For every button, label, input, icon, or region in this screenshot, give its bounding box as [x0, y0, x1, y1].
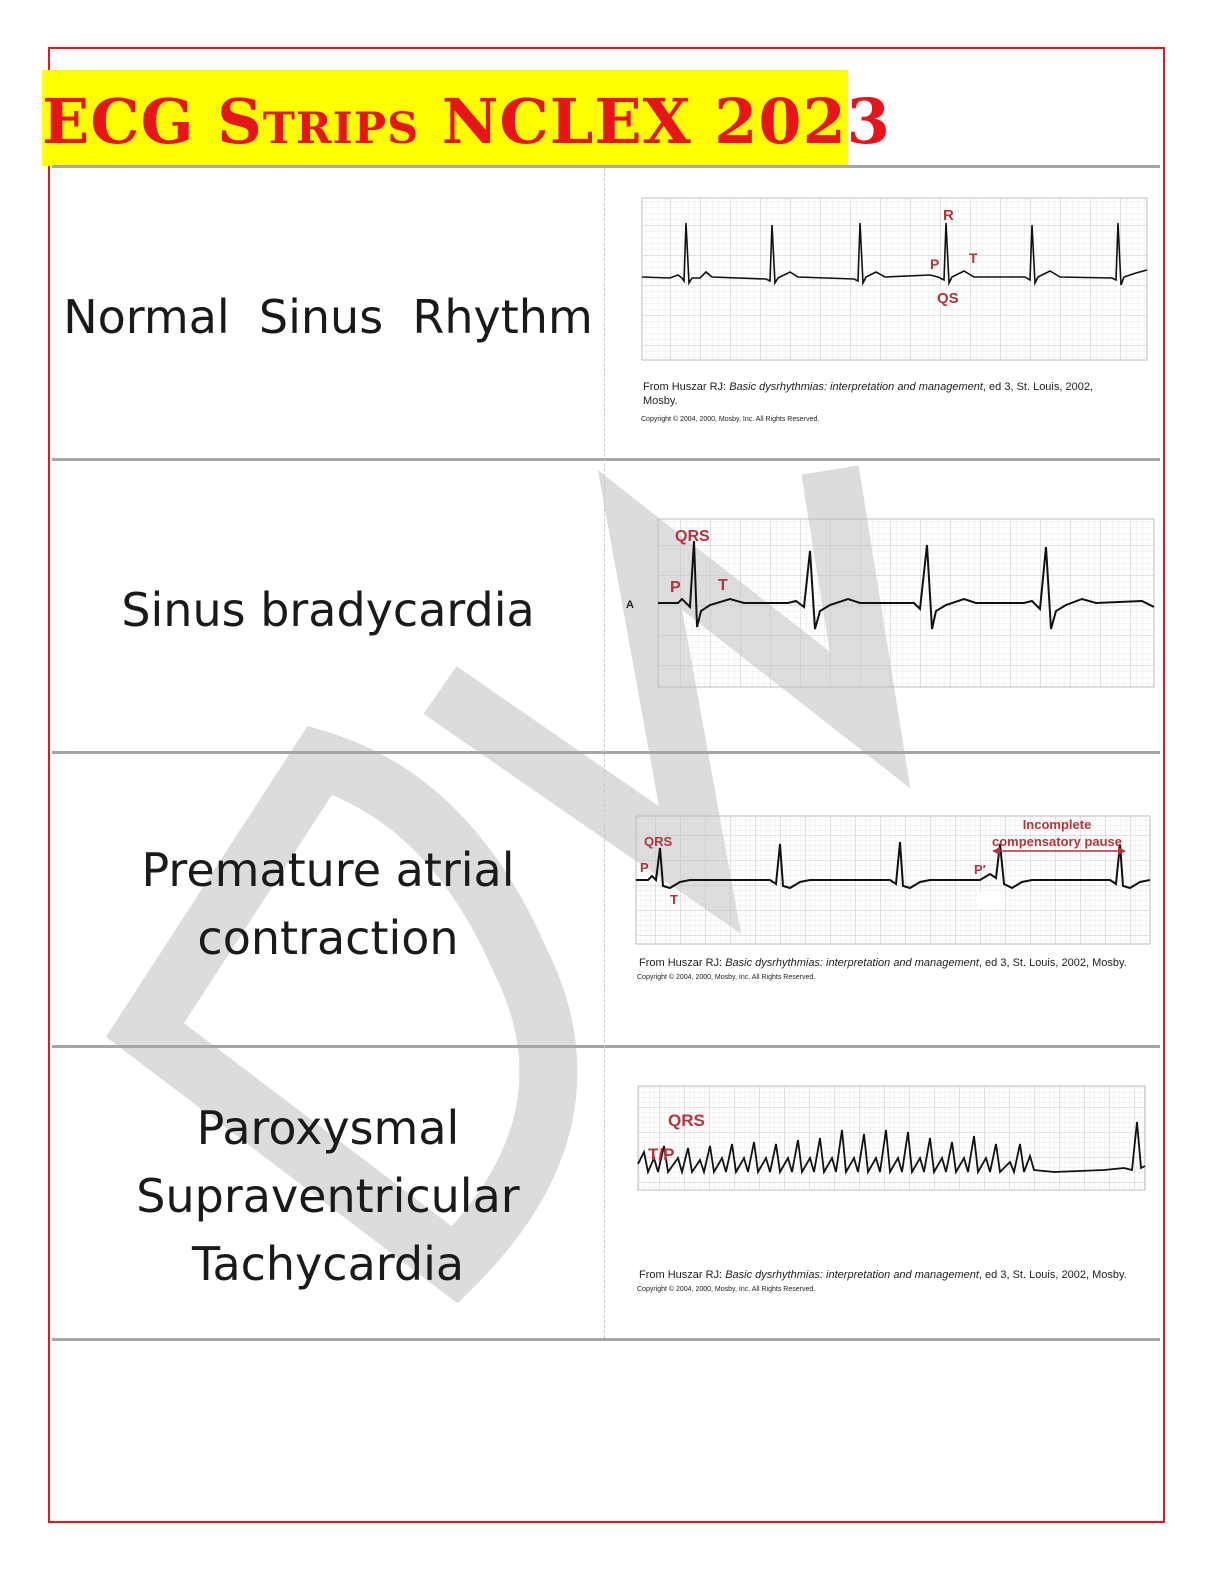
citation-row4: From Huszar RJ: Basic dysrhythmias: interpretation and management, ed 3, St. Louis, 2002, Mosby. [639, 1269, 1127, 1281]
annotation-p: P [640, 860, 649, 875]
annotation-incomplete: Incomplete [1022, 817, 1092, 832]
annotation-t-p: T/P [648, 1145, 675, 1164]
annotation-qrs: QRS [644, 834, 673, 849]
ecg-grid [642, 198, 1147, 360]
row-divider [52, 1045, 1160, 1048]
column-divider [604, 168, 605, 1338]
annotation-p-prime: P′ [974, 862, 986, 877]
label-psvt [52, 1094, 604, 1298]
row-divider [52, 165, 1160, 168]
strip-letter-a: A [626, 599, 634, 611]
row-divider [52, 458, 1160, 461]
label-line: Supraventricular [136, 1169, 520, 1223]
copyright-row3: Copyright © 2004, 2000, Mosby, Inc. All Rights Reserved. [637, 974, 816, 981]
label-line: contraction [197, 911, 459, 965]
citation-row1: From Huszar RJ: Basic dysrhythmias: interpretation and management, ed 3, St. Louis, 2002, Mosby. [643, 381, 1094, 407]
label-normal-sinus-rhythm: Normal Sinus Rhythm [63, 290, 593, 344]
ecg-strip-pac [630, 810, 1155, 950]
copyright-row1: Copyright © 2004, 2000, Mosby, Inc. All Rights Reserved. [641, 416, 820, 423]
row-divider [52, 751, 1160, 754]
label-line: Tachycardia [191, 1237, 465, 1291]
citation-row3: From Huszar RJ: Basic dysrhythmias: interpretation and management, ed 3, St. Louis, 2002, Mosby. [639, 957, 1127, 969]
annotation-qs: QS [937, 290, 959, 307]
label-line: Premature atrial [141, 843, 515, 897]
page-title: ECG Strips NCLEX 2023 [42, 85, 891, 158]
label-line: Paroxysmal [196, 1101, 460, 1155]
annotation-compensatory-pause: compensatory pause [991, 834, 1123, 849]
ecg-grid [638, 1086, 1145, 1190]
ecg-strip-psvt [634, 1082, 1149, 1194]
annotation-qrs: QRS [675, 528, 710, 545]
ecg-strip-normal-sinus [640, 195, 1150, 363]
annotation-p: P [930, 256, 940, 272]
ecg-strip-sinus-bradycardia [620, 515, 1160, 691]
label-premature-atrial-contraction [52, 836, 604, 972]
annotation-t: T [718, 577, 728, 594]
row-divider [52, 1338, 1160, 1341]
label-sinus-bradycardia: Sinus bradycardia [121, 583, 535, 637]
annotation-t: T [969, 250, 978, 266]
copyright-row4: Copyright © 2004, 2000, Mosby, Inc. All Rights Reserved. [637, 1286, 816, 1293]
annotation-t: T [670, 892, 678, 907]
masked-area [978, 892, 1004, 908]
annotation-p: P [670, 579, 681, 596]
annotation-qrs: QRS [668, 1111, 705, 1130]
annotation-r: R [943, 207, 954, 224]
